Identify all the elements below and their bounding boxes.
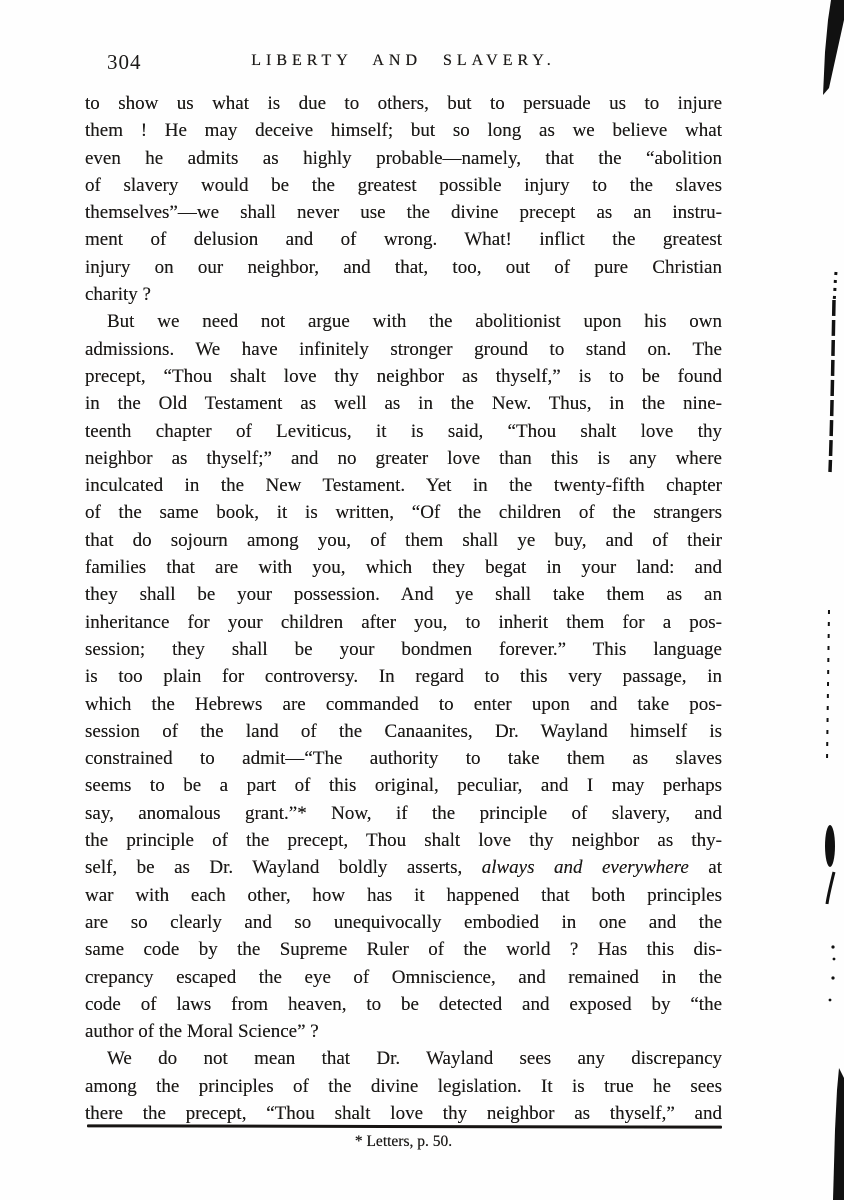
text-line: session of the land of the Canaanites, Dr. Wayland himself is xyxy=(85,720,722,742)
text-line: even he admits as highly probable—namely, that the “abolition xyxy=(85,147,722,169)
text-line: injury on our neighbor, and that, too, out of pure Christian xyxy=(85,256,722,278)
scan-artifact-bottom-right xyxy=(833,1068,844,1200)
scan-artifact-dot xyxy=(831,945,834,948)
text-line: inculcated in the New Testament. Yet in the twenty-fifth chapter xyxy=(85,475,722,497)
scan-artifact-mid-line xyxy=(830,300,834,472)
scan-artifact-mid-line-dotted xyxy=(834,272,836,302)
text-line: of slavery would be the greatest possible injury to the slaves xyxy=(85,174,722,196)
scan-artifact-dotted-line xyxy=(827,610,829,762)
text-line: the principle of the precept, Thou shalt love thy neighbor as thy- xyxy=(85,830,722,852)
text-line: are so clearly and so unequivocally embodied in one and the xyxy=(85,911,722,933)
running-head xyxy=(85,48,722,78)
text-line: war with each other, how has it happened that both principles xyxy=(85,884,722,906)
text-line: is too plain for controversy. In regard to this very passage, in xyxy=(85,666,722,688)
footnote: * Letters, p. 50. xyxy=(354,1133,453,1150)
text-block xyxy=(85,90,722,1127)
text-line: families that are with you, which they begat in your land: and xyxy=(85,557,722,579)
text-line: charity ? xyxy=(85,284,151,306)
text-line: inheritance for your children after you, to inherit them for a pos- xyxy=(85,611,722,633)
text-line: to show us what is due to others, but to persuade us to injure xyxy=(85,93,722,114)
text-line: neighbor as thyself;” and no greater love than this is any where xyxy=(85,447,722,469)
text-segment: self, be as Dr. Wayland boldly asserts, xyxy=(85,857,482,879)
text-line: there the precept, “Thou shalt love thy neighbor as thyself,” and xyxy=(85,1102,722,1124)
text-line: author of the Moral Science” ? xyxy=(85,1021,319,1043)
scan-artifact-blob xyxy=(825,825,835,867)
text-line: of the same book, it is written, “Of the children of the strangers xyxy=(85,502,722,524)
text-line: that do sojourn among you, of them shall ye buy, and of their xyxy=(85,529,722,551)
page-number: 304 xyxy=(107,50,142,74)
text-line: precept, “Thou shalt love thy neighbor as thyself,” is to be found xyxy=(85,365,722,387)
text-line xyxy=(85,854,722,881)
footnote-rule xyxy=(87,1124,722,1128)
scan-artifact-dot xyxy=(831,976,834,979)
scan-artifact-dot xyxy=(833,958,836,961)
text-line: crepancy escaped the eye of Omniscience, and remained in the xyxy=(85,966,722,988)
text-line: We do not mean that Dr. Wayland sees any discrepancy xyxy=(107,1048,722,1070)
running-title: LIBERTY AND SLAVERY. xyxy=(251,52,556,69)
paragraph-3 xyxy=(85,1045,722,1127)
italic-phrase: always and everywhere xyxy=(481,857,689,879)
text-line: But we need not argue with the abolitionist upon his own xyxy=(107,311,722,333)
text-line: ment of delusion and of wrong. What! inflict the greatest xyxy=(85,229,722,251)
text-line: teenth chapter of Leviticus, it is said, “Thou shalt love thy xyxy=(85,420,722,442)
text-line: say, anomalous grant.”* Now, if the principle of slavery, and xyxy=(85,802,722,824)
scan-artifact-curve xyxy=(827,872,834,904)
paragraph-1 xyxy=(85,90,722,308)
text-line: themselves”—we shall never use the divine precept as an instru- xyxy=(85,202,722,224)
text-line: constrained to admit—“The authority to take them as slaves xyxy=(85,748,722,770)
text-line: same code by the Supreme Ruler of the world ? Has this dis- xyxy=(85,939,722,961)
text-line: among the principles of the divine legislation. It is true he sees xyxy=(85,1075,722,1097)
text-line: them ! He may deceive himself; but so long as we believe what xyxy=(85,120,722,142)
scan-artifact-dot xyxy=(829,999,832,1002)
text-line: which the Hebrews are commanded to enter upon and take pos- xyxy=(85,693,722,715)
text-line: they shall be your possession. And ye shall take them as an xyxy=(85,584,722,606)
text-line: code of laws from heaven, to be detected and exposed by “the xyxy=(85,993,722,1015)
text-line: seems to be a part of this original, peculiar, and I may perhaps xyxy=(85,775,722,797)
paragraph-2 xyxy=(85,308,722,1045)
scan-artifact-top-right xyxy=(823,0,844,95)
text-segment: at xyxy=(688,857,723,879)
text-line: session; they shall be your bondmen forever.” This language xyxy=(85,638,722,660)
text-line: in the Old Testament as well as in the New. Thus, in the nine- xyxy=(85,393,722,415)
text-line: admissions. We have infinitely stronger ground to stand on. The xyxy=(85,338,722,360)
